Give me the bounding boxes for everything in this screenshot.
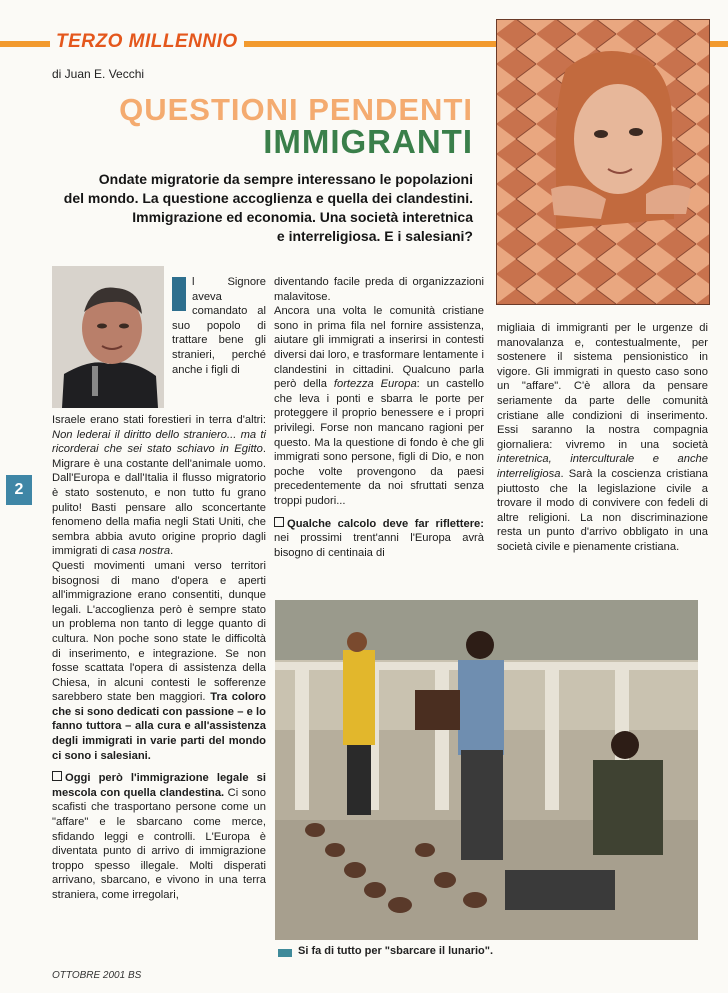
page-number-tab: 2 bbox=[6, 475, 32, 505]
lead-line: Immigrazione ed economia. Una società interetnica bbox=[132, 209, 473, 225]
author-portrait bbox=[52, 266, 164, 408]
painting-illustration bbox=[496, 19, 710, 305]
headline-line1: QUESTIONI PENDENTI bbox=[119, 92, 473, 127]
lead-line: e interreligiosa. E i salesiani? bbox=[276, 228, 473, 244]
paragraph: migliaia di immigranti per le urgenze di manovalanza e, contestualmente, per sostenere il sistema pensionistico in vigore. Gli immigrati in questo caso sono un "affare". C'è allora da pensare seriamente da parte delle comunità cristiane alle condizioni di inserimento. Essi saranno la nostra compagnia giornaliera: vivremo in una società interetnica, interculturale e anche interreligiosa. Sarà la coscienza cristiana piuttosto che la legislazione civile a trovare il modo di convivere con fedeli di altre religioni. La non discriminazione resta un punto d'arrivo obbligato in una società civile e pienamente cristiana. bbox=[497, 322, 708, 553]
paragraph: Questi movimenti umani verso territori bisognosi di mano d'opera e aperti all'immigrazione erano consentiti, dunque legali. L'accoglienza però è sempre stato un problema non tanto di legge quanto di cultura. Non poche sono state le difficoltà di inserimento, e integrazione. Se non fosse scattata l'opera di assistenza della Chiesa, in alcuni contesti le sofferenze sarebbero state ben maggiori. Tra coloro che si sono dedicati con passione – e lo fanno tuttora – alla cura e all'assistenza degli immigrati in varie parti del mondo ci sono i salesiani. bbox=[52, 559, 266, 762]
page-footer: OTTOBRE 2001 BS bbox=[52, 970, 142, 981]
photo-caption: Si fa di tutto per "sbarcare il lunario". bbox=[298, 945, 494, 957]
byline: di Juan E. Vecchi bbox=[52, 67, 145, 81]
paragraph: Oggi però l'immigrazione legale si mescola con quella clandestina. Ci sono scafisti che trasportano persone come un "affare" e le sbarcano come merce, sfidando leggi e controlli. L'Europa è diventata punto di arrivo di immigrazione troppo spesso illegale. Molti disperati arrivano, sbarcano, e vivono in una terra straniera, come irregolari, bbox=[52, 772, 267, 901]
intro-wrap-text: l Signore aveva comandato al suo popolo di trattare bene gli stranieri, perché anche i figli di bbox=[172, 276, 266, 376]
section-title: TERZO MILLENNIO bbox=[50, 31, 244, 53]
street-vendors-photo bbox=[275, 600, 698, 940]
dropcap bbox=[172, 277, 186, 311]
headline-line2: IMMIGRANTI bbox=[263, 123, 473, 160]
column-1 bbox=[172, 275, 266, 377]
paragraph: Ancora una volta le comunità cristiane sono in prima fila nel fornire assistenza, aiutare gli immigrati a inserirsi in contesti diversi dai loro, e trasformare lentamente i clandestini in cittadini. Qualcuno parla però della fortezza Europa: un castello che leva i ponti e sbarra le porte per proteggere il proprio benessere e i propri privilegi. Forse non mancano ragioni per questo. Ma la questione di fondo è che gli immigrati sono persone, figli di Dio, e non poche volte provengono da paesi precedentemente da noi sfruttati senza troppi pudori... bbox=[274, 305, 484, 507]
column-3 bbox=[497, 321, 708, 555]
lead-line: del mondo. La questione accoglienza e quella dei clandestini. bbox=[63, 190, 473, 206]
bullet-box-icon bbox=[274, 517, 284, 527]
lead-line: Ondate migratorie da sempre interessano le popolazioni bbox=[98, 171, 473, 187]
paragraph: Qualche calcolo deve far riflettere: nei prossimi trent'anni l'Europa avrà bisogno di centinaia di bbox=[274, 517, 484, 559]
bullet-box-icon bbox=[52, 771, 62, 781]
column-1-continued bbox=[52, 413, 266, 903]
column-2 bbox=[274, 275, 484, 560]
caption-marker bbox=[278, 949, 292, 957]
paragraph: Israele erano stati forestieri in terra d'altri: Non lederai il diritto dello straniero... ma ti ricorderai che sei stato schiavo in Egitto. Migrare è una costante dell'animale uomo. Dall'Europa e dall'Italia il flusso migratorio è stato sostenuto, e non tutto fu grano pulito! Basti pensare allo sconcertante fenomeno della mafia negli Stati Uniti, che sembra abbia avuto origine proprio dagli immigrati di casa nostra. bbox=[52, 414, 266, 558]
lead-paragraph bbox=[13, 170, 473, 246]
paragraph: diventando facile preda di organizzazioni malavitose. bbox=[274, 276, 484, 303]
